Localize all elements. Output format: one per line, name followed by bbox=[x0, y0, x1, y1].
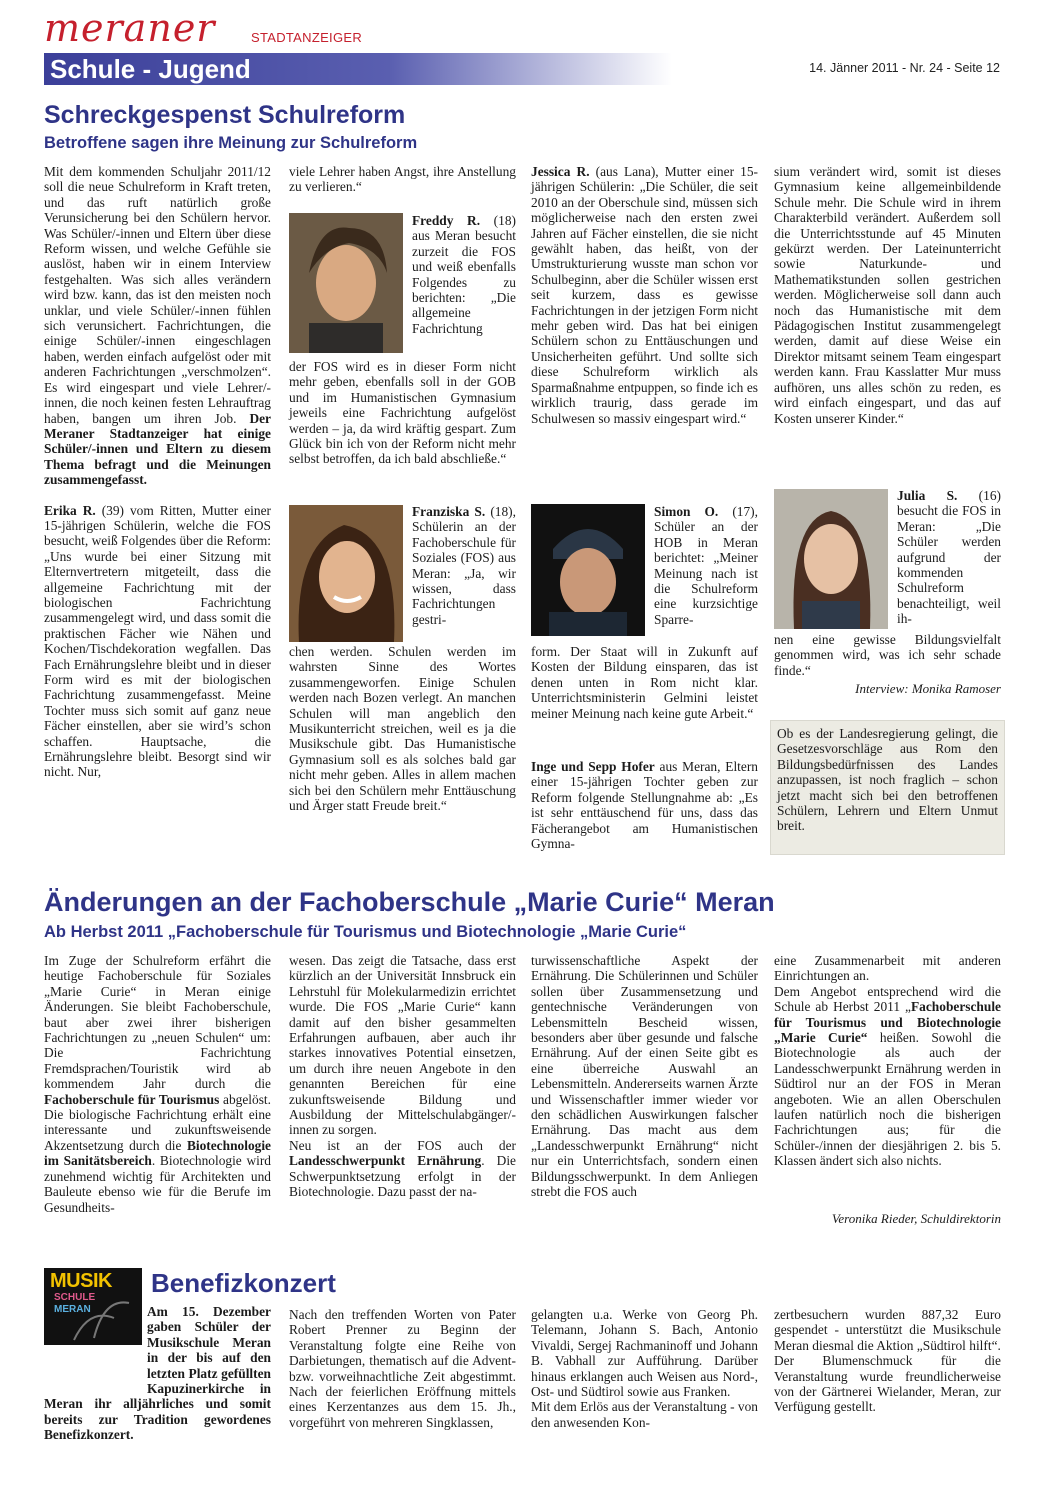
interview-credit: Interview: Monika Ramoser bbox=[855, 681, 1001, 696]
freddy-photo bbox=[289, 213, 403, 353]
franziska-name: Franziska S. bbox=[412, 504, 486, 519]
article2-c1-bold-b: Biotechnologie im Sanitätsbereich bbox=[44, 1137, 271, 1169]
article2-c2-text-b: Neu ist an der FOS auch der bbox=[289, 1137, 516, 1153]
freddy-statement: der FOS wird es in dieser Form nicht mehr geben, ebenfalls soll in der GOB und im Humanistischen Gymnasium jeweils eine Fachrichtung aufgelöst werden – ja, da wird kräftig gespart. Zum Glück bin ich von der Reform nicht mehr selbst betroffen, da ich bald abschließe.“ bbox=[289, 359, 516, 467]
article1-intro-bold: Der Meraner Stadtanzeiger hat einige Schüler/-innen und Eltern zu diesem Thema befragt und die Meinungen zusammengefasst. bbox=[44, 410, 271, 488]
logo-schule-text: SCHULE bbox=[54, 1292, 96, 1303]
article1-column-1 bbox=[44, 164, 271, 780]
article3-lead-text: Am 15. Dezember gaben Schüler der Musikschule Meran in der bis auf den letzten Platz gefüllten Kapuzinerkirche in Meran ihr alljährliches und somit bereits zur Tradition gewordenes Benefizkonzert. bbox=[44, 1304, 271, 1443]
jessica-statement bbox=[531, 164, 758, 426]
article3-c4-text-b: Der Blumenschmuck für die Veranstaltung wurde freundlicherweise von der Gärtnerei Wielander, Meran, zur Verfügung gestellt. bbox=[774, 1353, 1001, 1415]
article2-c4-text-c: heißen. Sowohl die Biotechnologie als auch der Landesschwerpunkt Ernährung werden in Südtirol nur an der FOS in Meran angeboten. Wie an allen Oberschulen laufen natürlich noch die bisherigen Fachrichtungen aus; für die Schüler-/innen der diesjährigen 2. bis 5. Klassen ändert sich also nichts. bbox=[774, 1030, 1001, 1169]
article2-c4-text-a: eine Zusammenarbeit mit anderen Einrichtungen an. bbox=[774, 953, 1001, 984]
article3-c3-text-b: Mit dem Erlös aus der Veranstaltung - von den anwesenden Kon- bbox=[531, 1399, 758, 1430]
hofer-statement-continued: sium verändert wird, somit ist dieses Gymnasium keine allgemeinbildende Schule mehr. Die Schule wird in ihrem Charakterbild verändert. Außerdem soll die Unterrichtsstunde auf 45 Minuten gekürzt werden. Der Lateinunterricht sowie Naturkunde- und Mathematikstunden sollen gestrichen werden. Möglicherweise soll dann auch noch das Humanistische mit dem Pädagogischen Institut zusammengelegt werden, damit auf diese Weise ein Direktor mitsamt seinem Team eingespart werden kann. Frau Kasslatter Mur muss aufhören, uns alles schön zu reden, es wird einfach eingespart, und das auf Kosten unserer Kinder.“ bbox=[774, 164, 1001, 426]
article1-subtitle: Betroffene sagen ihre Meinung zur Schulreform bbox=[44, 134, 418, 152]
article2-column-4 bbox=[774, 953, 1001, 1169]
simon-name: Simon O. bbox=[654, 504, 719, 519]
franziska-photo bbox=[289, 505, 403, 642]
article1-column-2 bbox=[289, 164, 516, 195]
article2-c1-text-b: abgelöst. Die biologische Fachrichtung erhält eine interessante und zukunftsweisende Akzentsetzung durch die bbox=[44, 1091, 271, 1153]
article2-c1-text-c: . Biotechnologie wird zunehmend wichtig für Architekten und Bauleute ebenso wie für die Berufe im Gesundheits- bbox=[44, 1153, 271, 1215]
article3-title: Benefizkonzert bbox=[151, 1268, 336, 1298]
article2-c4-bold: Fachoberschule für Tourismus und Biotechnologie „Marie Curie“ bbox=[774, 999, 1001, 1046]
erika-name: Erika R. bbox=[44, 502, 96, 518]
article3-c3-text-a: gelangten u.a. Werke von Georg Ph. Telemann, Johann S. Bach, Antonio Vivaldi, Sergej Rachmaninoff und Johann B. Vabhall zur Aufführung. Darüber hinaus erklangen auch Weisen aus Nord-, Ost- und Südtirol sowie aus Franken. bbox=[531, 1307, 758, 1400]
logo-float-spacer bbox=[44, 1304, 147, 1384]
article1-intro: Mit dem kommenden Schuljahr 2011/12 soll die neue Schulreform in Kraft treten, und das ruft natürlich große Verunsicherung bei den Schülern hervor. Was Schüler/-innen und Eltern über diese Reform wissen, und welche Gefühle sie auslöst, haben wir in einem Interview festgehalten. Was sich alles verändern wird bzw. kann, das ist den meisten noch unklar, und viele Schüler/-innen fühlen sich verunsichert. Fachrichtungen, die einige Schüler/-innen eingeschlagen haben, werden einfach aufgelöst oder mit anderen Fachrichtungen „verschmolzen“. Es wird eingespart und viele Lehrer/-innen, die noch keinen festen Lehrauftrag haben, bangen um ihren Job. bbox=[44, 164, 271, 426]
freddy-intro bbox=[412, 213, 516, 336]
article2-c2-bold: Landesschwerpunkt Ernährung bbox=[289, 1153, 482, 1169]
article3-lead bbox=[44, 1304, 271, 1443]
newspaper-logo: meraner bbox=[44, 6, 216, 50]
info-box: Ob es der Landesregierung gelingt, die Gesetzesvorschläge aus Rom den Bildungsbedürfnissen des Landes anzupassen, ist noch fraglich – schon jetzt macht sich bei den betroffenen Schülern, Lehrern und Eltern Unmut breit. bbox=[770, 720, 1005, 855]
franziska-statement: chen werden. Schulen werden im wahrsten Sinne des Wortes zusammengeworfen. Einige Schulen werden nach Bozen verlegt. An manchen Schulen will man angeblich den Musikunterricht streichen, weil es ja die Musikschule gibt. Das Humanistische Gymnasium soll es als solches bald gar nicht mehr geben. Alles in allem machen sich bei den Schülern mehr Enttäuschung und Ärger statt Freude breit.“ bbox=[289, 644, 516, 814]
julia-statement: nen eine gewisse Bildungsvielfalt genommen wird, was ich sehr schade finde.“ bbox=[774, 632, 1001, 678]
section-title: Schule - Jugend bbox=[50, 54, 251, 84]
jessica-name: Jessica R. bbox=[531, 164, 590, 179]
dateline: 14. Jänner 2011 - Nr. 24 - Seite 12 bbox=[809, 61, 1000, 75]
logo-meran-text: MERAN bbox=[54, 1304, 91, 1315]
logo-musik-text: MUSIK bbox=[50, 1270, 112, 1292]
franziska-statement-start: (18), Schülerin an der Fachoberschule für Soziales (FOS) aus Meran: „Ja, wir wissen, dass Fachrichtungen gestri- bbox=[412, 504, 516, 627]
article2-subtitle: Ab Herbst 2011 „Fachoberschule für Tourismus und Biotechnologie „Marie Curie“ bbox=[44, 923, 687, 941]
julia-photo bbox=[774, 489, 888, 629]
julia-statement-start: (16) besucht die FOS in Meran: „Die Schüler werden aufgrund der kommenden Schulreform benachteiligt, weil ih- bbox=[897, 488, 1001, 627]
hofer-statement bbox=[531, 759, 758, 851]
article2-title: Änderungen an der Fachoberschule „Marie Curie“ Meran bbox=[44, 887, 775, 917]
article2-column-3: turwissenschaftliche Aspekt der Ernährung. Die Schülerinnen und Schüler sollen über Zusammensetzung und gentechnische Veränderungen von Lebensmitteln Bescheid wissen, besonders aber über gesunde und falsche Ernährung. Auf der einen Seite gibt es eine überreiche Auswahl an Lebensmitteln. Andererseits warnen Ärzte und Wissenschaftler immer wieder vor den schädlichen Auswirkungen falscher Ernährung. Das macht aus dem „Landesschwerpunkt Ernährung“ nicht nur ein Unterrichtsfach, sondern einen Bildungsschwerpunkt. In dem Anliegen strebt die FOS auch bbox=[531, 953, 758, 1200]
article2-c1-bold-a: Fachoberschule für Tourismus bbox=[44, 1091, 220, 1107]
article2-column-2 bbox=[289, 953, 516, 1200]
hofer-name: Inge und Sepp Hofer bbox=[531, 759, 655, 774]
article2-c4-text-b: Dem Angebot entsprechend wird die Schule ab Herbst 2011 „ bbox=[774, 983, 1001, 1015]
freddy-statement-start: (18) aus Meran besucht zurzeit die FOS und weiß ebenfalls Folgendes zu berichten: „Die allgemeine Fachrichtung bbox=[412, 213, 516, 336]
article3-column-3 bbox=[531, 1307, 758, 1430]
article3-c4-text-a: zertbesuchern wurden 887,32 Euro gespendet - unterstützt die Musikschule Meran diesmal die Aktion „Südtirol hilft“. bbox=[774, 1307, 1001, 1353]
newspaper-logo-subtitle: STADTANZEIGER bbox=[251, 30, 363, 45]
article3-column-4 bbox=[774, 1307, 1001, 1415]
article2-c1-text-a: Im Zuge der Schulreform erfährt die heutige Fachoberschule für Soziales „Marie Curie“ in Meran einige Änderungen. Sie bleibt Fachoberschule, baut aber zwei ihrer bisherigen Fachrichtungen zu „neuen Schulen“ um: Die Fachrichtung Fremdsprachen/Touristik wird ab kommendem Jahr durch die bbox=[44, 953, 271, 1092]
article2-column-1 bbox=[44, 953, 271, 1215]
julia-intro bbox=[897, 488, 1001, 627]
article1-col2-top: viele Lehrer haben Angst, ihre Anstellung zu verlieren.“ bbox=[289, 164, 516, 195]
hofer-text: aus Meran, Eltern einer 15-jährigen Tochter geben zur Reform folgende Stellungnahme ab: „Es ist sehr enttäuschend für uns, dass das Fächerangebot am Humanistischen Gymna- bbox=[531, 759, 758, 852]
erika-statement: (39) vom Ritten, Mutter einer 15-jährigen Schülerin, welche die FOS besucht, weiß Folgendes über die Reform: „Uns wurde bei einer Sitzung mit Elternvertretern mitgeteilt, dass die allgemeine Fachrichtung mit der biologischen Fachrichtung zusammengelegt wird, und dass somit die praktischen Fächer wie Nähen und Kochen/Tischdekoration wegfallen. Das Fach Ernährungslehre bleibt und in dieser Form wird es mit der biologischen Fachrichtung zusammengefasst. Meine Tochter muss sich somit auf ganz neue Fächer einstellen, aber sie wird’s schon schaffen. Hauptsache, die Ernährungslehre bleibt. Besorgt sind wir nicht. Nur, bbox=[44, 502, 271, 780]
simon-statement-start: (17), Schüler an der HOB in Meran berichtet: „Meiner Meinung nach ist die Schulreform eine kurzsichtige Sparre- bbox=[654, 504, 758, 627]
freddy-name: Freddy R. bbox=[412, 213, 481, 228]
julia-name: Julia S. bbox=[897, 488, 958, 503]
article1-title: Schreckgespenst Schulreform bbox=[44, 101, 406, 129]
jessica-text: (aus Lana), Mutter einer 15-jährigen Schülerin: „Die Schüler, die seit 2010 an der Oberschule sind, müssen sich möglicherweise nach den ersten zwei Jahren auf Fächer einstellen, die sie nicht gewählt haben, das heißt, von der Umstrukturierung wusste man schon vor Schulbeginn, aber die Schüler wissen erst seit kurzem, dass es gewisse Fachrichtungen in der jetzigen Form nicht mehr geben wird. Das hat bei einigen Schülern schon zu Enttäuschungen und Unsicherheiten geführt. Und sollte sich diese Schulreform wirklich als Sparmaßnahme entpuppen, so finde ich es wirklich traurig, dass gerade im Schulwesen so massiv eingespart wird.“ bbox=[531, 164, 758, 426]
article2-c2-text-c: . Die Schwerpunktsetzung erfolgt in der Biotechnologie. Dazu passt der na- bbox=[289, 1153, 516, 1200]
article2-credit: Veronika Rieder, Schuldirektorin bbox=[831, 1211, 1001, 1226]
article3-column-2: Nach den treffenden Worten von Pater Robert Prenner zu Beginn der Veranstaltung folgte eine Reihe von Darbietungen, thematisch auf die Advent- bzw. vorweihnachtliche Zeit abgestimmt. Nach der feierlichen Eröffnung mittels eines Kerzentanzes aus dem 15. Jh., vorgeführt von mehreren Singklassen, bbox=[289, 1307, 516, 1430]
simon-photo bbox=[531, 504, 645, 636]
simon-intro bbox=[654, 504, 758, 627]
article2-c2-text-a: wesen. Das zeigt die Tatsache, dass erst kürzlich an der Universität Innsbruck ein Lehrstuhl für Molekularmedizin errichtet wurde. Die FOS „Marie Curie“ kann damit auf den bisher gesammelten Erfahrungen aufbauen, aber auch ihr starkes innovatives Potential einsetzen, um durch ihre neuen Angebote in den genannten Bereichen für eine zukunftsweisende Bildung und Ausbildung der Mittelschulabgänger/-innen zu sorgen. bbox=[289, 953, 516, 1138]
simon-statement: form. Der Staat will in Zukunft auf Kosten der Bildung einsparen, das ist denen unten in Rom nicht klar. Unterrichtsministerin Gelmini leistet meiner Meinung nach keine gute Arbeit.“ bbox=[531, 644, 758, 721]
franziska-intro bbox=[412, 504, 516, 627]
